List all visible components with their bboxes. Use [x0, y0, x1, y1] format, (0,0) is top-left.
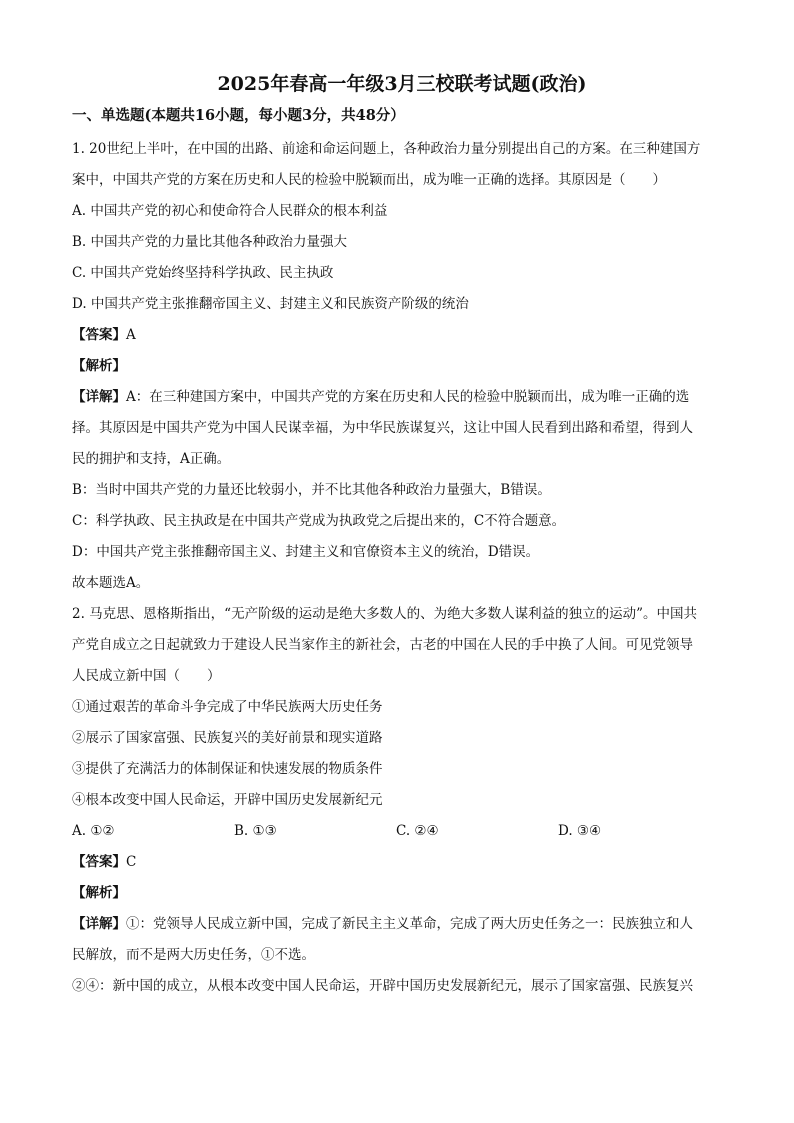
q1-detail-line: D：中国共产党主张推翻帝国主义、封建主义和官僚资本主义的统治，D错误。	[72, 544, 540, 560]
q1-option-d: D. 中国共产党主张推翻帝国主义、封建主义和民族资产阶级的统治	[72, 296, 469, 312]
q1-detail-line: 民的拥护和支持，A正确。	[72, 451, 231, 467]
q2-statement-3: ③提供了充满活力的体制保证和快速发展的物质条件	[72, 761, 383, 777]
q1-stem-line: 案中，中国共产党的方案在历史和人民的检验中脱颖而出，成为唯一正确的选择。其原因是（ ）	[72, 172, 666, 188]
q2-statement-1: ①通过艰苦的革命斗争完成了中华民族两大历史任务	[72, 699, 383, 715]
detail-label: 【详解】	[72, 389, 126, 405]
q2-choice-d: D. ③④	[558, 823, 602, 839]
q2-choices	[72, 816, 732, 847]
question-1	[72, 134, 732, 599]
answer-label: 【答案】	[72, 327, 126, 343]
q2-detail-line: ②④：新中国的成立，从根本改变中国人民命运，开辟中国历史发展新纪元，展示了国家富强、民族复兴	[72, 978, 693, 994]
detail-label: 【详解】	[72, 916, 126, 932]
q1-conclusion: 故本题选A。	[72, 575, 150, 591]
q1-detail-line: 【详解】A：在三种建国方案中，中国共产党的方案在历史和人民的检验中脱颖而出，成为唯一正确的选	[72, 389, 690, 405]
q2-answer	[72, 847, 732, 878]
q2-stem-line: 产党自成立之日起就致力于建设人民当家作主的新社会，古老的中国在人民的手中换了人间。可见党领导	[72, 637, 693, 653]
q2-detail-line: 【详解】①：党领导人民成立新中国，完成了新民主主义革命，完成了两大历史任务之一：民族独立和人	[72, 916, 693, 932]
page-title: 2025年春高一年级3月三校联考试题(政治)	[217, 73, 587, 95]
q1-option-b: B. 中国共产党的力量比其他各种政治力量强大	[72, 234, 348, 250]
q2-choice-c: C. ②④	[396, 823, 439, 839]
q2-stem-line: 人民成立新中国（ ）	[72, 668, 221, 684]
q2-choice-b: B. ①③	[234, 823, 277, 839]
q2-statement-2: ②展示了国家富强、民族复兴的美好前景和现实道路	[72, 730, 383, 746]
q1-answer	[72, 320, 732, 351]
q2-detail-line: 民解放，而不是两大历史任务，①不选。	[72, 947, 315, 963]
exam-page	[72, 68, 732, 1002]
q1-stem-line: 1. 20世纪上半叶，在中国的出路、前途和命运问题上，各种政治力量分别提出自己的方案。在三种建国方	[72, 141, 701, 157]
answer-value: A	[126, 327, 136, 343]
q1-detail-line: 择。其原因是中国共产党为中国人民谋幸福，为中华民族谋复兴，这让中国人民看到出路和希望，得到人	[72, 420, 693, 436]
q2-analysis-label: 【解析】	[72, 885, 126, 901]
q2-statement-4: ④根本改变中国人民命运，开辟中国历史发展新纪元	[72, 792, 383, 808]
answer-label: 【答案】	[72, 854, 126, 870]
q1-detail-line: C：科学执政、民主执政是在中国共产党成为执政党之后提出来的，C不符合题意。	[72, 513, 566, 529]
q1-detail-line: B：当时中国共产党的力量还比较弱小，并不比其他各种政治力量强大，B错误。	[72, 482, 551, 498]
q1-analysis-label: 【解析】	[72, 358, 126, 374]
q2-choice-a: A. ①②	[72, 823, 115, 839]
question-2	[72, 599, 732, 1002]
q1-option-c: C. 中国共产党始终坚持科学执政、民主执政	[72, 265, 334, 281]
section-heading: 一、单选题(本题共16小题，每小题3分，共48分）	[72, 107, 405, 124]
answer-value: C	[126, 854, 137, 870]
q2-stem-line: 2. 马克思、恩格斯指出，“无产阶级的运动是绝大多数人的、为绝大多数人谋利益的独立的运动”。中国共	[72, 606, 697, 622]
q1-option-a: A. 中国共产党的初心和使命符合人民群众的根本利益	[72, 203, 388, 219]
